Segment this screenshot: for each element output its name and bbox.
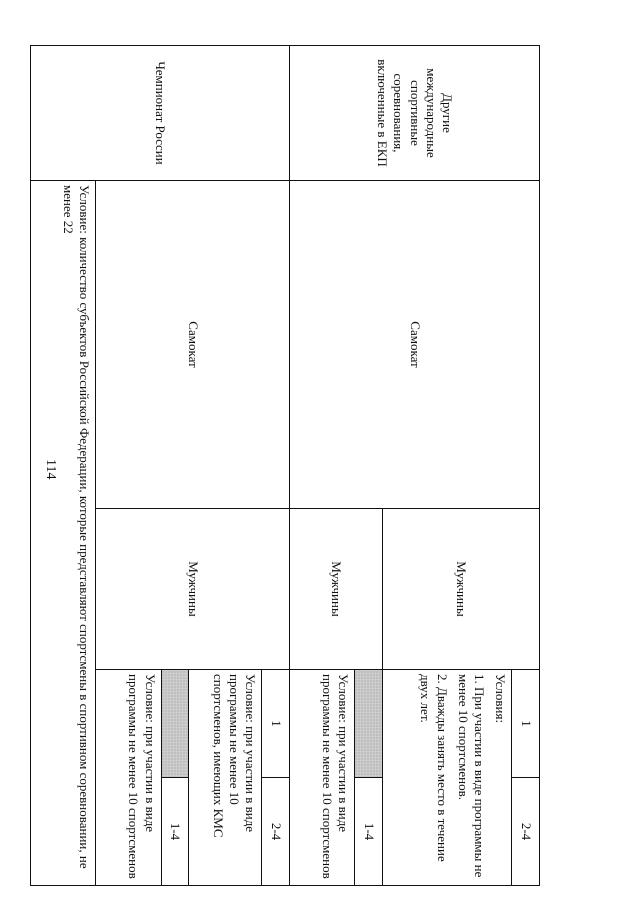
- places-cell: 1: [512, 670, 540, 778]
- range-cell: 2-4: [262, 778, 290, 886]
- rotated-page: [30, 45, 540, 885]
- conditions-cell: Условие: при участии в виде программы не менее 10 спортсменов, имеющих КМС: [189, 670, 262, 886]
- condition-text: 2. Дважды занять место в течение двух лет.: [418, 674, 450, 862]
- gender-cell: Мужчины: [96, 509, 289, 670]
- table-row: [262, 46, 290, 886]
- discipline-cell: Самокат: [289, 181, 539, 509]
- range-cell: 1-4: [355, 778, 383, 886]
- range-cell: 1-4: [161, 778, 189, 886]
- table-row: [512, 46, 540, 886]
- places-cell: 1: [262, 670, 290, 778]
- conditions-cell: [382, 670, 512, 886]
- range-cell: 2-4: [512, 778, 540, 886]
- condition-text: Условия:: [493, 674, 509, 724]
- conditions-cell: Условие: при участии в виде программы не менее 10 спортсменов: [96, 670, 161, 886]
- competition-cell: Другие международные спортивные соревнования, включенные в ЕКП: [289, 46, 539, 181]
- places-cell-shaded: [161, 670, 189, 778]
- gender-cell: Мужчины: [382, 509, 539, 670]
- places-cell-shaded: [355, 670, 383, 778]
- competition-cell: Чемпионат России: [31, 46, 290, 181]
- discipline-cell: Самокат: [96, 181, 289, 509]
- condition-text: 1. При участии в виде программы не менее 10 спортсменов.: [455, 674, 488, 878]
- competition-table: [30, 45, 540, 886]
- conditions-cell: Условие: при участии в виде программы не менее 10 спортсменов: [289, 670, 354, 886]
- footer-condition-cell: Условие: количество субъектов Российской Федерации, которые представляют спортсмены в спортивном соревновании, не менее 22: [31, 181, 96, 886]
- gender-cell: Мужчины: [289, 509, 382, 670]
- page-number: 114: [43, 459, 58, 480]
